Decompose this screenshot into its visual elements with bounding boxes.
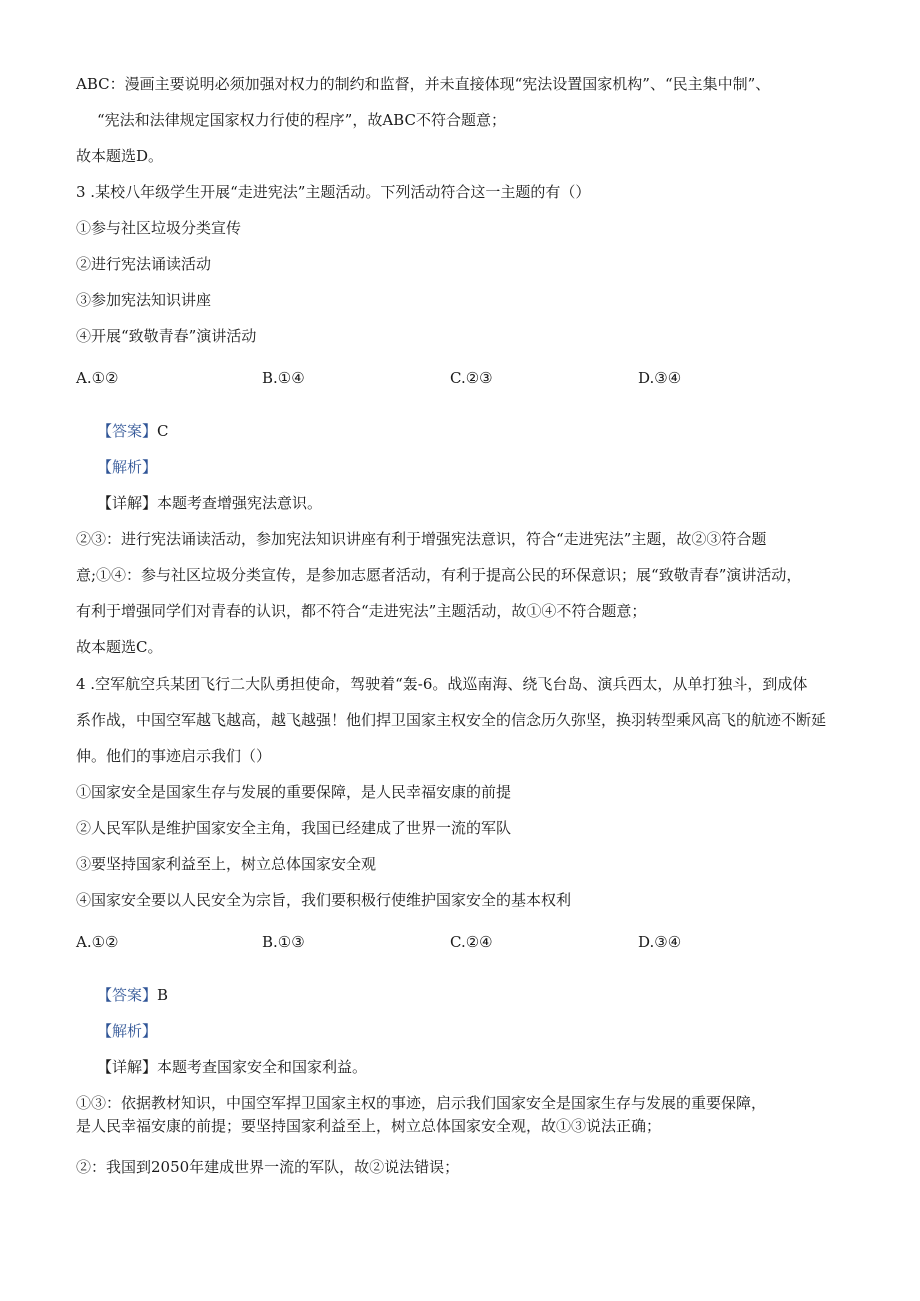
detail-text: 本题考查国家安全和国家利益。: [157, 1058, 368, 1076]
q4-option-d: D.③④: [638, 933, 682, 951]
answer-value: B: [157, 986, 169, 1004]
detail-text: 本题考查增强宪法意识。: [157, 494, 323, 512]
q3-explanation-line: 意;①④：参与社区垃圾分类宣传，是参加志愿者活动，有利于提高公民的环保意识；展“致敬青春”演讲活动，: [76, 566, 802, 584]
q3-option-c: C.②③: [450, 369, 493, 387]
q3-explanation-line: 有利于增强同学们对青春的认识，都不符合“走进宪法”主题活动，故①④不符合题意；: [76, 602, 647, 620]
q4-item: ②人民军队是维护国家安全主角，我国已经建成了世界一流的军队: [76, 819, 512, 837]
q3-item: ④开展“致敬青春”演讲活动: [76, 327, 257, 345]
q2-analysis-line: “宪法和法律规定国家权力行使的程序”，故ABC不符合题意；: [97, 111, 506, 129]
q4-stem-line: 4 .空军航空兵某团飞行二大队勇担使命，驾驶着“轰-6。战巡南海、绕飞台岛、演兵西太，从单打独斗，到成体: [76, 675, 808, 693]
q4-option-a: A.①②: [76, 933, 119, 951]
q3-detail: [97, 493, 322, 513]
q4-jiexi-label: 【解析】: [97, 1022, 158, 1040]
q4-stem-line: 伸。他们的事迹启示我们（）: [76, 747, 272, 765]
q4-option-c: C.②④: [450, 933, 493, 951]
answer-value: C: [157, 422, 169, 440]
answer-label: 【答案】: [97, 422, 158, 440]
q3-answer: [97, 421, 169, 441]
q4-item: ③要坚持国家利益至上，树立总体国家安全观: [76, 855, 377, 873]
q4-explanation-line: ①③：依据教材知识，中国空军捍卫国家主权的事迹，启示我们国家安全是国家生存与发展的重要保障，: [76, 1094, 767, 1112]
detail-label: 【详解】: [97, 1058, 158, 1076]
q4-detail: [97, 1057, 367, 1077]
q3-item: ③参加宪法知识讲座: [76, 291, 212, 309]
q3-stem: 3 .某校八年级学生开展“走进宪法”主题活动。下列活动符合这一主题的有（）: [76, 183, 591, 201]
q3-conclusion: 故本题选C。: [76, 638, 163, 656]
q3-item: ②进行宪法诵读活动: [76, 255, 212, 273]
q4-stem-line: 系作战，中国空军越飞越高，越飞越强！他们捍卫国家主权安全的信念历久弥坚，换羽转型乘风高飞的航迹不断延: [76, 711, 827, 729]
q3-option-a: A.①②: [76, 369, 119, 387]
q2-analysis-line: ABC：漫画主要说明必须加强对权力的制约和监督，并未直接体现“宪法设置国家机构”、“民主集中制”、: [76, 75, 771, 93]
detail-label: 【详解】: [97, 494, 158, 512]
q4-item: ④国家安全要以人民安全为宗旨，我们要积极行使维护国家安全的基本权利: [76, 891, 572, 909]
q2-conclusion: 故本题选D。: [76, 147, 164, 165]
q3-explanation-line: ②③：进行宪法诵读活动，参加宪法知识讲座有利于增强宪法意识，符合“走进宪法”主题，故②③符合题: [76, 530, 767, 548]
q3-option-b: B.①④: [262, 369, 305, 387]
q4-explanation-line: ②：我国到2050年建成世界一流的军队，故②说法错误；: [76, 1158, 460, 1176]
q4-item: ①国家安全是国家生存与发展的重要保障，是人民幸福安康的前提: [76, 783, 512, 801]
q3-item: ①参与社区垃圾分类宣传: [76, 219, 242, 237]
q4-option-b: B.①③: [262, 933, 305, 951]
answer-label: 【答案】: [97, 986, 158, 1004]
q3-option-d: D.③④: [638, 369, 682, 387]
q4-answer: [97, 985, 168, 1005]
q4-explanation-line: 是人民幸福安康的前提；要坚持国家利益至上，树立总体国家安全观，故①③说法正确；: [76, 1117, 662, 1135]
q3-jiexi-label: 【解析】: [97, 458, 158, 476]
